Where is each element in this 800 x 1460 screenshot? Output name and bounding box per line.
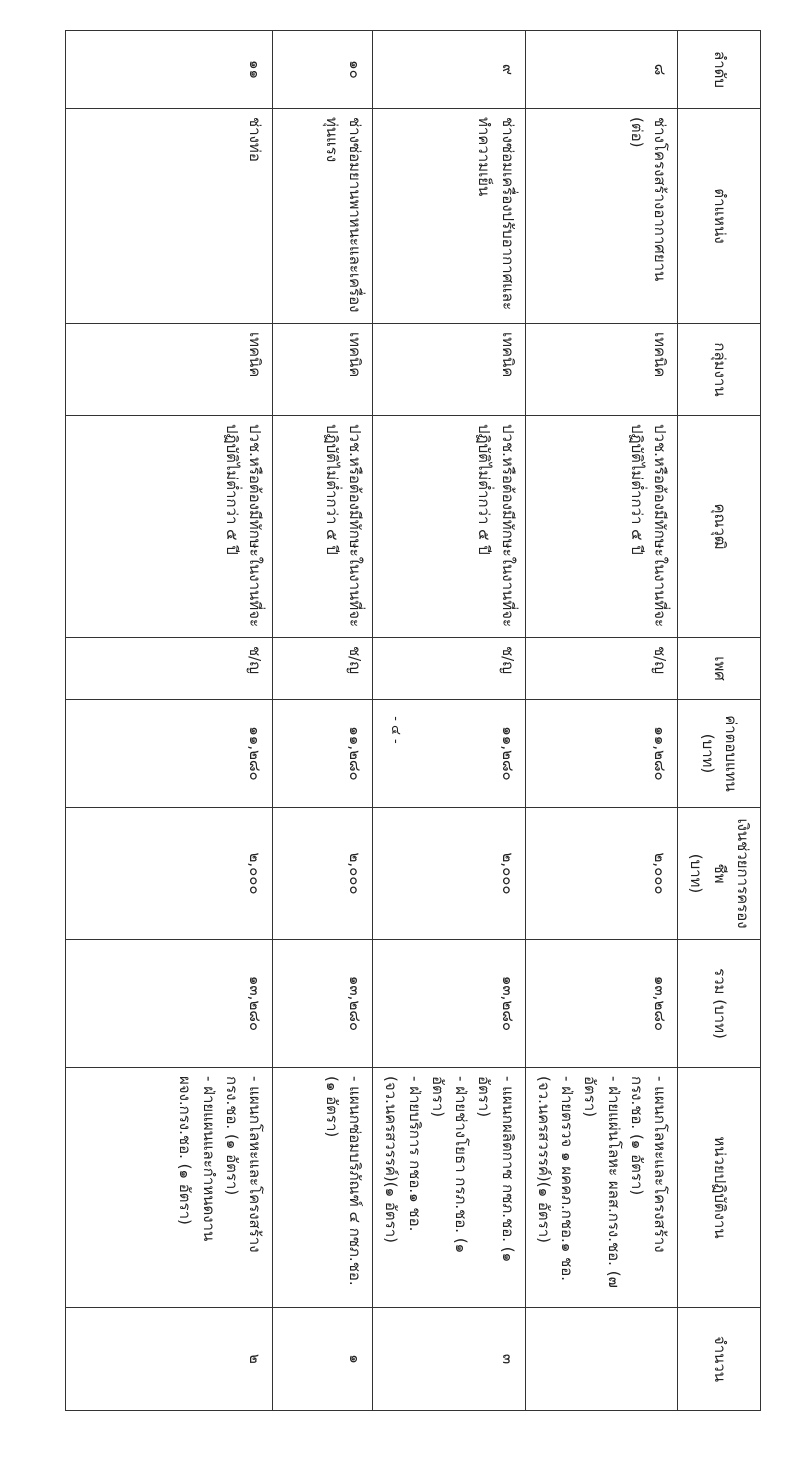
cell-group: เทคนิค	[66, 324, 273, 416]
cell-position: ช่างซ่อมยานพาหนะและเครื่องทุ่นแรง	[273, 109, 373, 324]
unit-item: - ฝ่ายตรวจ ๑ ผคคภ.กชอ.๑ ชอ. (จว.นครสวรรค์)(๑ อัตรา)	[535, 1076, 577, 1282]
cell-order: ๘	[525, 31, 678, 109]
cell-units	[66, 1068, 273, 1308]
cell-order: ๑๑	[66, 31, 273, 109]
cell-group: เทคนิค	[373, 324, 526, 416]
cell-allowance: ๒,๐๐๐	[273, 808, 373, 940]
cell-group: เทคนิค	[273, 324, 373, 416]
page-number: - ๔ -	[388, 716, 403, 744]
header-allowance: เงินช่วยการครองชีพ (บาท)	[678, 808, 761, 940]
unit-item: - แผนกซ่อมบริภัณฑ์ ๔ กซภ.ชอ. (๑ อัตรา)	[323, 1076, 365, 1286]
cell-units	[373, 1068, 526, 1308]
header-qualification: คุณวุฒิ	[678, 416, 761, 638]
cell-position: ช่างท่อ	[66, 109, 273, 324]
cell-total: ๑๓,๒๘๐	[66, 940, 273, 1068]
cell-position: ช่างซ่อมเครื่องปรับอากาศและทำความเย็น	[373, 109, 526, 324]
cell-order: ๑๐	[273, 31, 373, 109]
unit-item: - ฝ่ายบริการ กชอ.๑ ชอ. (จว.นครสวรรค์)(๑ อัตรา)	[382, 1076, 424, 1243]
cell-pay: ๑๑,๒๘๐	[66, 700, 273, 808]
header-total: รวม (บาท)	[678, 940, 761, 1068]
cell-total: ๑๓,๒๘๐	[373, 940, 526, 1068]
cell-order: ๙	[373, 31, 526, 109]
table-row	[273, 31, 373, 1411]
unit-item: - แผนกโลหะและโครงสร้าง กรง.ชอ. (๑ อัตรา)	[628, 1076, 670, 1253]
cell-units	[273, 1068, 373, 1308]
rotated-table-sheet	[65, 30, 761, 1410]
cell-allowance: ๒,๐๐๐	[66, 808, 273, 940]
unit-item: - ฝ่ายแผนและกำหนดงาน ผจง.กรง.ชอ. (๑ อัตรา)	[176, 1076, 218, 1242]
table-body	[66, 31, 678, 1411]
cell-sex: ช/ญ	[373, 638, 526, 700]
unit-item: - ฝ่ายช่างโยธา กรภ.ชอ. (๑ อัตรา)	[429, 1076, 471, 1254]
unit-item: - แผนกโลหะและโครงสร้าง กรง.ชอ. (๑ อัตรา)	[223, 1076, 265, 1253]
table-row	[525, 31, 678, 1411]
cell-sex: ช/ญ	[273, 638, 373, 700]
cell-qualification: ปวช.หรือต้องมีทักษะในงานที่จะปฏิบัติไม่ต่ำกว่า ๕ ปี	[66, 416, 273, 638]
cell-qualification: ปวช.หรือต้องมีทักษะในงานที่จะปฏิบัติไม่ต่ำกว่า ๕ ปี	[373, 416, 526, 638]
cell-allowance: ๒,๐๐๐	[373, 808, 526, 940]
cell-count: ๒	[66, 1308, 273, 1411]
cell-pay: ๑๑,๒๘๐	[525, 700, 678, 808]
header-units: หน่วยปฏิบัติงาน	[678, 1068, 761, 1308]
header-sex: เพศ	[678, 638, 761, 700]
cell-total: ๑๓,๒๘๐	[525, 940, 678, 1068]
table-header-row	[678, 31, 761, 1411]
header-position: ตำแหน่ง	[678, 109, 761, 324]
table-row	[373, 31, 526, 1411]
unit-item: - ฝ่ายแผ่นโลหะ ผลส.กรง.ชอ. (๗ อัตรา)	[581, 1076, 623, 1288]
cell-pay: ๑๑,๒๘๐	[373, 700, 526, 808]
header-pay: ค่าตอบแทน (บาท)	[678, 700, 761, 808]
cell-sex: ช/ญ	[525, 638, 678, 700]
cell-units	[525, 1068, 678, 1308]
cell-allowance: ๒,๐๐๐	[525, 808, 678, 940]
position-table	[65, 30, 761, 1411]
cell-group: เทคนิค	[525, 324, 678, 416]
cell-sex: ช/ญ	[66, 638, 273, 700]
unit-item: - แผนกผลิตกาซ กซภ.ชอ. (๑ อัตรา)	[475, 1076, 517, 1263]
cell-position: ช่างโครงสร้างอากาศยาน (ต่อ)	[525, 109, 678, 324]
cell-pay: ๑๑,๒๘๐	[273, 700, 373, 808]
cell-qualification: ปวช.หรือต้องมีทักษะในงานที่จะปฏิบัติไม่ต่ำกว่า ๕ ปี	[525, 416, 678, 638]
cell-total: ๑๓,๒๘๐	[273, 940, 373, 1068]
cell-qualification: ปวช.หรือต้องมีทักษะในงานที่จะปฏิบัติไม่ต่ำกว่า ๕ ปี	[273, 416, 373, 638]
header-order: ลำดับ	[678, 31, 761, 109]
header-count: จำนวน	[678, 1308, 761, 1411]
header-group: กลุ่มงาน	[678, 324, 761, 416]
cell-count: ๑	[273, 1308, 373, 1411]
cell-count	[525, 1308, 678, 1411]
cell-count: ๓	[373, 1308, 526, 1411]
table-row	[66, 31, 273, 1411]
